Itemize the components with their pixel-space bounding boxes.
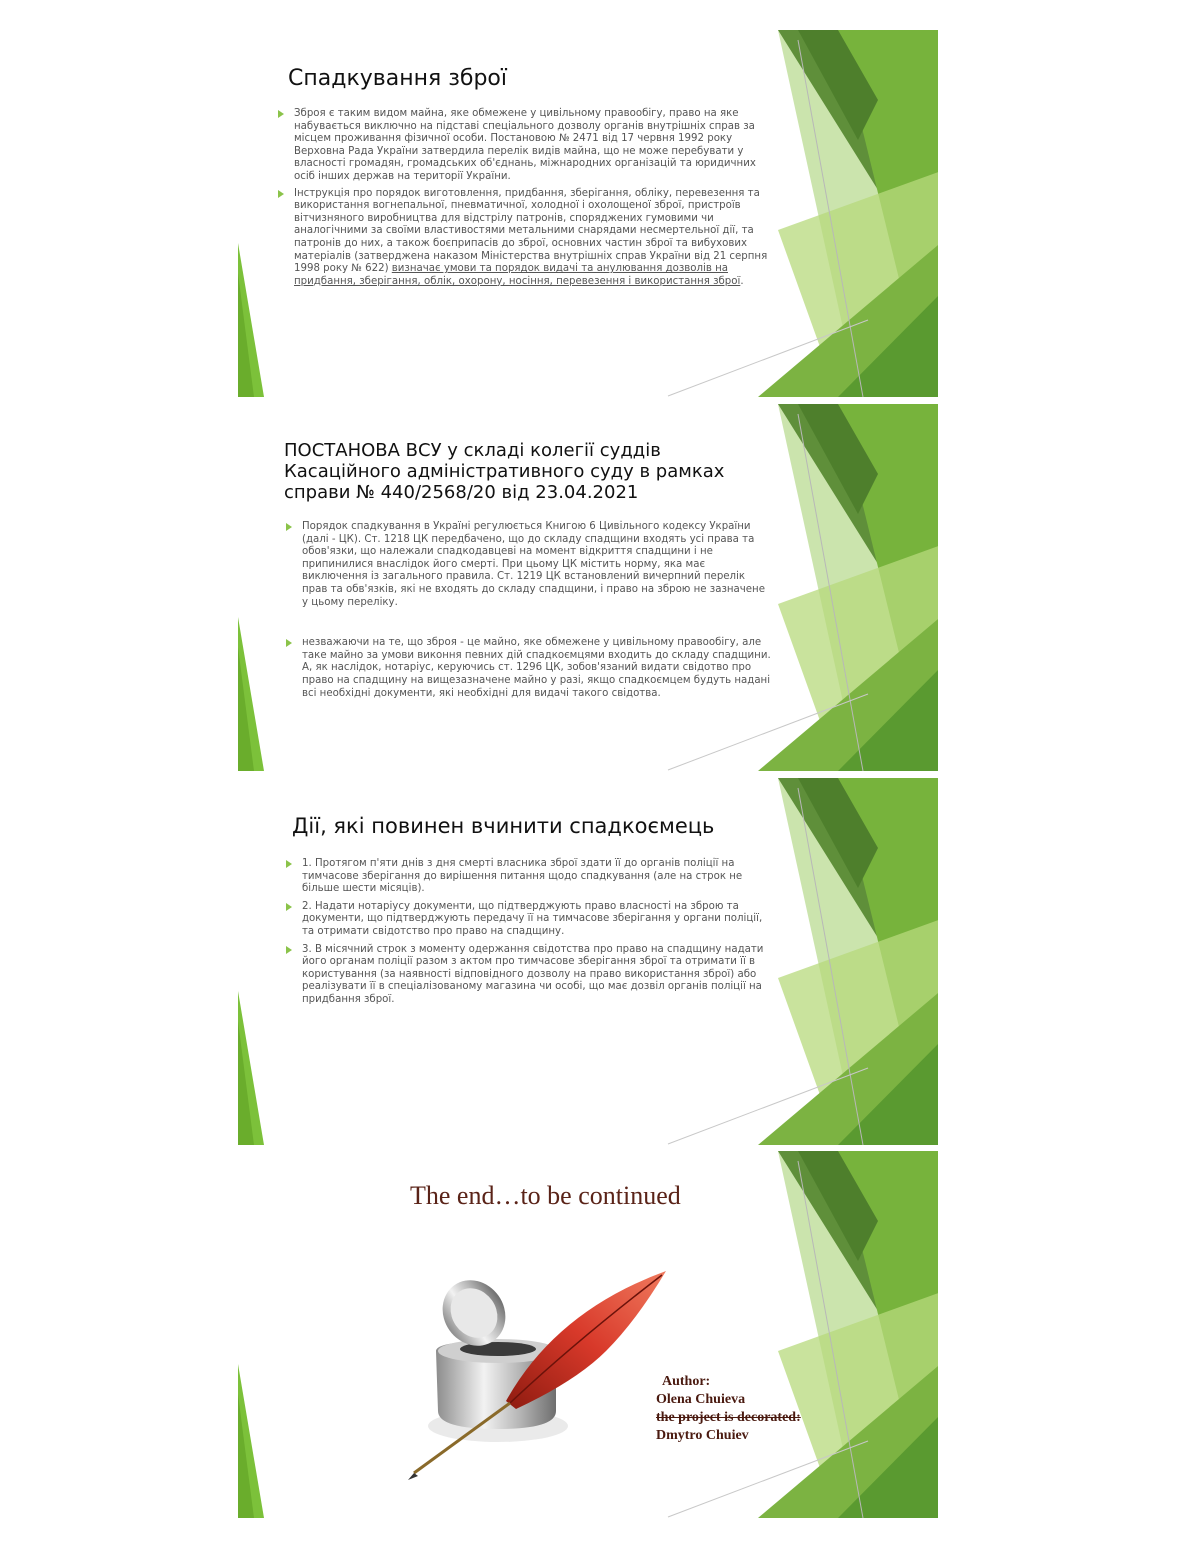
author-credits [656, 1373, 801, 1445]
slide-heir-actions [238, 778, 944, 1145]
bullet-list [302, 521, 772, 700]
bullet-arrow-icon [286, 903, 292, 911]
bullet-text: Зброя є таким видом майна, яке обмежене у цивільному правообігу, право на яке набувається виключно на підставі спеціального дозволу органів внутрішніх справ за місцем проживання фізичної особи. Постановою № 2471 від 17 червня 1992 року Верховна Рада України затвердила перелік видів майна, що не може перебувати у власності громадян, громадських об'єднань, міжнародних організацій та юридичних осіб інших держав на території України. [294, 108, 756, 182]
bullet-text: Інструкція про порядок виготовлення, придбання, зберігання, обліку, перевезення та використання вогнепальної, пневматичної, холодної і охолощеної зброї, пристроїв вітчизняного виробництва для відстрілу патронів, споряджених гумовими чи аналогічними за своїми властивостями метальними снарядами несмертельної дії, та патронів до них, а також боєприпасів до зброї, основних частин зброї та вибухових матеріалів (затверджена наказом Міністерства внутрішніх справ України від 21 серпня 1998 року № 622) [294, 187, 768, 275]
bullet-arrow-icon [278, 190, 284, 198]
list-item [302, 944, 772, 1007]
author-name: Olena Chuieva [656, 1392, 746, 1407]
bullet-list [302, 858, 772, 1007]
bullet-text: 1. Протягом п'яти днів з дня смерті власника зброї здати її до органів поліції на тимчасове зберігання до вирішення питання щодо спадкування (але на строк не більше шести місяців). [302, 858, 743, 895]
list-item [294, 188, 774, 289]
bullet-arrow-icon [286, 639, 292, 647]
slide-supreme-court-ruling [238, 404, 944, 771]
list-item [302, 901, 772, 939]
bullet-arrow-icon [286, 860, 292, 868]
slide-the-end [238, 1151, 944, 1518]
underlined-text: визначає умови та порядок видачі та анулювання дозволів на придбання, зберігання, облік, охорону, носіння, перевезення і використання зброї [294, 263, 741, 287]
bullet-arrow-icon [286, 523, 292, 531]
slide-title [284, 440, 724, 503]
list-item [302, 858, 772, 896]
list-item [302, 521, 772, 609]
bullet-arrow-icon [278, 110, 284, 118]
title-line: справи № 440/2568/20 від 23.04.2021 [284, 482, 639, 503]
bullet-list [294, 108, 774, 288]
author-label: Author: [662, 1374, 711, 1389]
bullet-arrow-icon [286, 946, 292, 954]
decorator-name: Dmytro Chuiev [656, 1428, 749, 1443]
bullet-text: 3. В місячний строк з моменту одержання свідотства про право на спадщину надати його органам поліції разом з актом про тимчасове зберігання зброї та отримати її в користування (за наявності відповідного дозволу на право використання зброї) або реалізувати її в спеціалізованому магазина чи особі, що має дозвіл органів поліції на придбання зброї. [302, 943, 764, 1005]
bullet-text: Порядок спадкування в Україні регулюється Книгою 6 Цивільного кодексу України (далі - ЦК). Ст. 1218 ЦК передбачено, що до складу спадщини входять усі права та обов'язки, що належали спадкодавцеві на момент відкриття спадщини і не припинилися внаслідок його смерті. При цьому ЦК містить норму, яка має виключення із загального правила. Ст. 1219 ЦК встановлений вичерпний перелік прав та обв'язків, які не входять до складу спадщини, і право на зброю не зазначене у цьому переліку. [302, 521, 765, 608]
inkwell-quill-icon [406, 1251, 676, 1481]
title-line: Касаційного адміністративного суду в рамках [284, 461, 725, 482]
list-item [294, 108, 774, 184]
bullet-text: незважаючи на те, що зброя - це майно, яке обмежене у цивільному правообігу, але таке майно за умови виконня певних дій спадкоємцями входить до складу спадщини. А, як наслідок, нотаріус, керуючись ст. 1296 ЦК, зобов'язаний видати свідотво про право на спадщину на вищезазначене майно у разі, якщо спадкоємцем будуть надані всі необхідні документи, які необхідні для видачі такого свідотва. [302, 637, 771, 699]
bullet-text: 2. Надати нотаріусу документи, що підтверджують право власності на зброю та документи, що підтверджують передачу її на тимчасове зберігання у органи поліції, та отримати свідотство про право на спадщину. [302, 900, 763, 937]
list-item [302, 637, 772, 700]
title-line: ПОСТАНОВА ВСУ у складі колегії суддів [284, 440, 661, 461]
slide-title: Спадкування зброї [288, 66, 507, 91]
slide-weapon-inheritance [238, 30, 944, 397]
bullet-text-tail: . [740, 275, 744, 287]
slide-title: Дії, які повинен вчинити спадкоємець [292, 814, 715, 838]
end-title: The end…to be continued [410, 1181, 681, 1210]
decorated-label: the project is decorated: [656, 1410, 801, 1425]
